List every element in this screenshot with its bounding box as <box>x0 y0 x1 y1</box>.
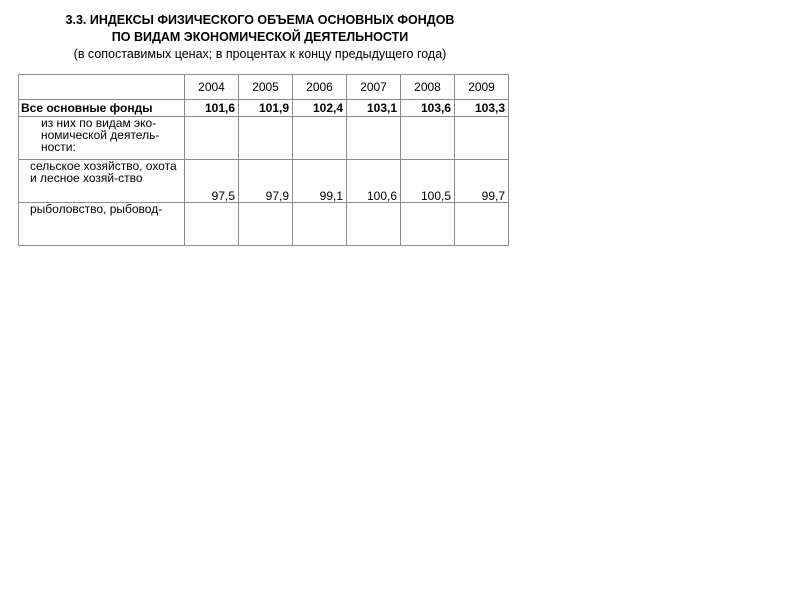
table-cell: 100,5 <box>401 160 455 203</box>
table-cell: 101,6 <box>185 100 239 117</box>
row-label: сельское хозяйство, охота и лесное хозяй-ство <box>19 160 185 203</box>
header-label-cell <box>19 75 185 100</box>
table-row-total <box>19 100 509 117</box>
header-year-2009: 2009 <box>455 75 509 100</box>
subtitle: (в сопоставимых ценах; в процентах к концу предыдущего года) <box>73 47 447 61</box>
table-cell: 101,9 <box>239 100 293 117</box>
table-cell: 102,4 <box>293 100 347 117</box>
table-cell: 103,6 <box>401 100 455 117</box>
table-cell: 103,1 <box>347 100 401 117</box>
title-line-2: ПО ВИДАМ ЭКОНОМИЧЕСКОЙ ДЕЯТЕЛЬНОСТИ <box>111 30 409 44</box>
table-cell <box>293 117 347 160</box>
table-cell <box>239 203 293 246</box>
table-cell <box>239 117 293 160</box>
table-row-fishing <box>19 203 509 246</box>
table-cell <box>347 203 401 246</box>
table-header-row <box>19 75 509 100</box>
table-cell: 103,3 <box>455 100 509 117</box>
header-year-2008: 2008 <box>401 75 455 100</box>
table-cell: 99,1 <box>293 160 347 203</box>
table-cell <box>401 203 455 246</box>
table-cell <box>293 203 347 246</box>
table-cell: 97,5 <box>185 160 239 203</box>
table-cell <box>185 203 239 246</box>
table-cell <box>185 117 239 160</box>
table-cell <box>347 117 401 160</box>
table-cell: 100,6 <box>347 160 401 203</box>
data-table <box>18 74 509 246</box>
table-cell <box>401 117 455 160</box>
table-row-agriculture <box>19 160 509 203</box>
header-year-2007: 2007 <box>347 75 401 100</box>
table-row-subheading <box>19 117 509 160</box>
row-label: из них по видам эко-номической деятель-ности: <box>19 117 185 160</box>
table-cell: 99,7 <box>455 160 509 203</box>
row-label: рыболовство, рыбовод- <box>19 203 185 246</box>
data-table-container <box>18 74 505 218</box>
table-cell: 97,9 <box>239 160 293 203</box>
table-cell <box>455 203 509 246</box>
header-year-2004: 2004 <box>185 75 239 100</box>
header-year-2006: 2006 <box>293 75 347 100</box>
title-line-1: 3.3. ИНДЕКСЫ ФИЗИЧЕСКОГО ОБЪЕМА ОСНОВНЫХ ФОНДОВ <box>65 13 455 27</box>
row-label: Все основные фонды <box>19 100 185 117</box>
header-year-2005: 2005 <box>239 75 293 100</box>
document-header <box>0 12 520 63</box>
table-cell <box>455 117 509 160</box>
